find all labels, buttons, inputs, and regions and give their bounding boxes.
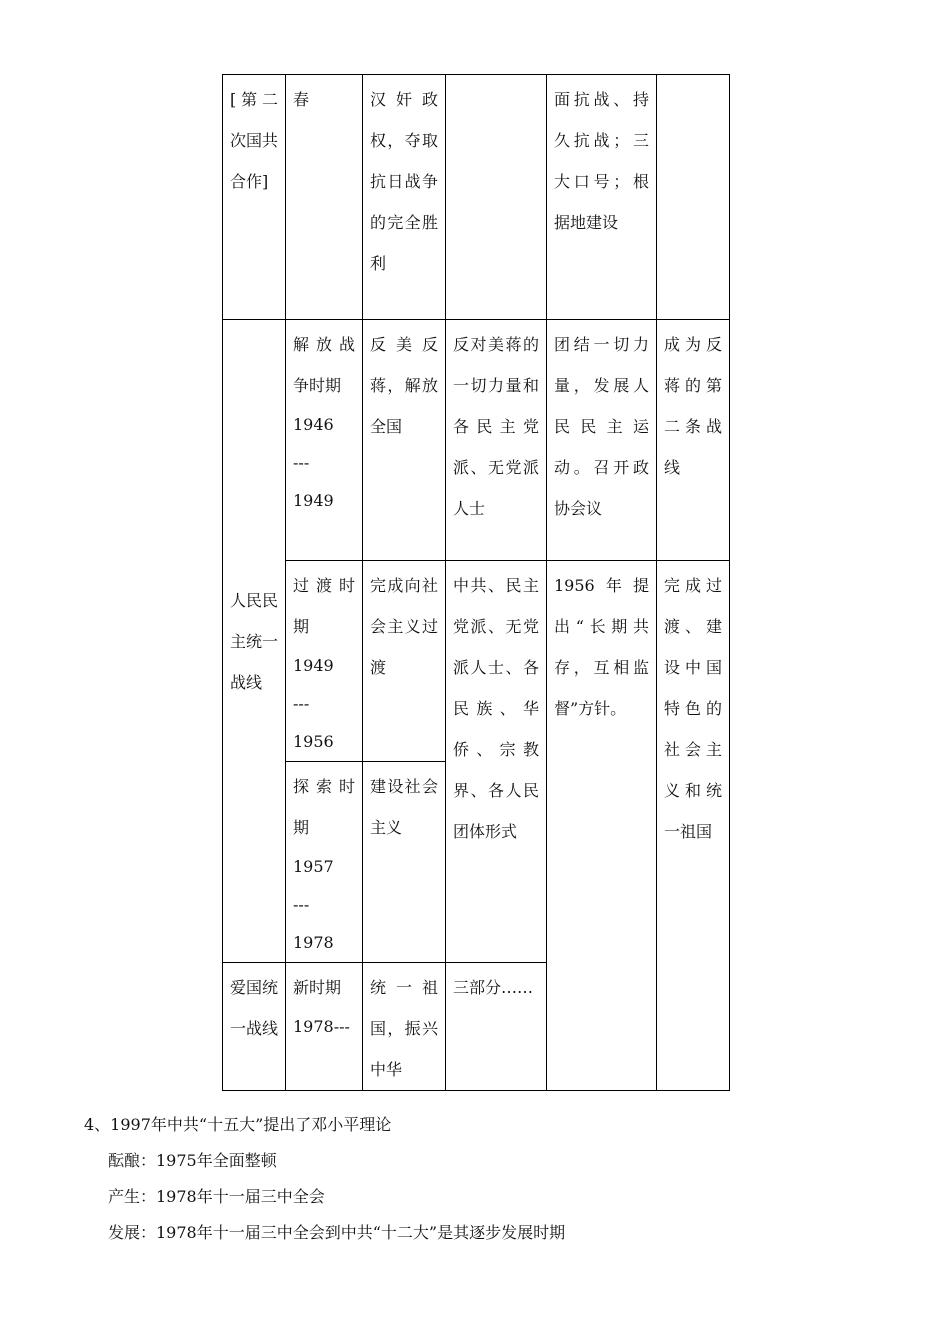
cell-new-era-goal: 统一祖国，振兴中华	[363, 963, 446, 1091]
period-end: 1956	[293, 732, 334, 751]
cell-exploration-period	[286, 762, 363, 963]
period-start: 1978---	[293, 1017, 350, 1036]
period-dash: ---	[293, 694, 310, 713]
period-end: 1949	[293, 491, 334, 510]
cell-liberation-goal: 反美反蒋，解放全国	[363, 320, 446, 561]
table-row-cooperation	[223, 75, 730, 320]
cell-liberation-period	[286, 320, 363, 561]
table-row-transition	[223, 561, 730, 762]
period-name: 新时期	[293, 978, 342, 997]
period-name: 解放战争时期	[293, 335, 355, 395]
period-name: 过渡时期	[293, 576, 355, 636]
cell-transition-policy: 1956年提出“长期共存，互相监督”方针。	[547, 561, 657, 1091]
notes-heading: 4、1997年中共“十五大”提出了邓小平理论	[84, 1115, 392, 1134]
cell-new-era-front: 爱国统一战线	[223, 963, 286, 1091]
notes-section	[84, 1107, 565, 1251]
table-row-liberation	[223, 320, 730, 561]
cell-people-front: 人民民主统一战线	[223, 320, 286, 963]
united-front-table	[222, 74, 730, 1091]
cell-transition-members: 中共、民主党派、无党派人士、各民族、华侨、宗教界、各人民团体形式	[446, 561, 547, 963]
cell-new-era-period	[286, 963, 363, 1091]
cell-front-name: [第二次国共合作]	[223, 75, 286, 320]
cell-liberation-policy: 团结一切力量，发展人民民主运动。召开政协会议	[547, 320, 657, 561]
cell-transition-goal: 完成向社会主义过渡	[363, 561, 446, 762]
cell-liberation-members: 反对美蒋的一切力量和各民主党派、无党派人士	[446, 320, 547, 561]
period-start: 1949	[293, 656, 334, 675]
period-name: 探索时期	[293, 777, 355, 837]
notes-item: 酝酿：1975年全面整顿	[108, 1151, 277, 1170]
notes-item: 产生：1978年十一届三中全会	[108, 1187, 325, 1206]
cell-exploration-goal: 建设社会主义	[363, 762, 446, 963]
period-start: 1946	[293, 415, 334, 434]
cell-liberation-role: 成为反蒋的第二条战线	[657, 320, 730, 561]
period-dash: ---	[293, 453, 310, 472]
cell-transition-period	[286, 561, 363, 762]
cell-period: 春	[286, 75, 363, 320]
notes-item: 发展：1978年十一届三中全会到中共“十二大”是其逐步发展时期	[108, 1223, 566, 1242]
cell-policy: 面抗战、持久抗战；三大口号；根据地建设	[547, 75, 657, 320]
cell-new-era-members: 三部分……	[446, 963, 547, 1091]
cell-members	[446, 75, 547, 320]
period-start: 1957	[293, 857, 334, 876]
cell-role	[657, 75, 730, 320]
period-end: 1978	[293, 933, 334, 952]
period-dash: ---	[293, 895, 310, 914]
cell-goal: 汉奸政权，夺取抗日战争的完全胜利	[363, 75, 446, 320]
cell-transition-role: 完成过渡、建设中国特色的社会主义和统一祖国	[657, 561, 730, 1091]
